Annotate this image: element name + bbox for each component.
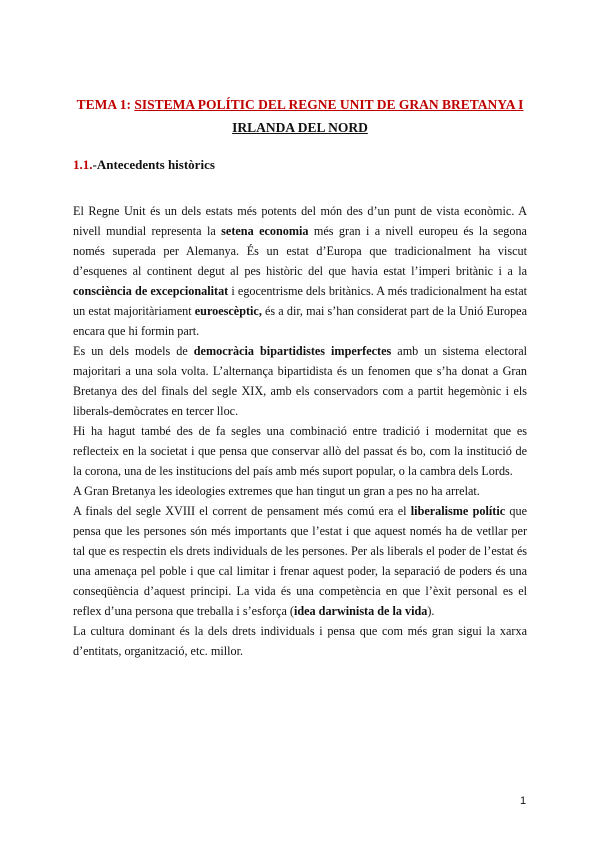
section-heading [73,157,215,173]
page-number: 1 [520,795,527,807]
text-run: que pensa que les persones són més importants que l’estat i que aquest només ha de vetllar per tal que es respectin els drets individuals de les persones. Per als liberals el poder de l’estat és una amenaça pel poble i que cal limitar i frenar aquest poder, la separació de poders és una conseqüència d’aquest principi. La vida és una competència en que l’èxit personal es el reflex d’una persona que treballa i s’esforça ( [73,504,527,618]
bold-term: democràcia bipartidistes imperfectes [193,344,392,358]
title-number: TEMA 1: [76,97,135,112]
section-label: -Antecedents històrics [92,157,215,172]
paragraph-5 [73,501,527,621]
text-run: Es un dels models de [73,344,194,358]
section-number: 1.1. [73,157,93,172]
paragraph-2 [73,341,527,421]
paragraph-3: Hi ha hagut també des de fa segles una combinació entre tradició i modernitat que es reflecteix en la societat i que pensa que conservar allò del passat és bo, com la institució de la corona, una de les institucions del país amb més suport popular, o la cambra dels Lords. [73,424,527,478]
bold-term: euroescèptic, [194,304,262,318]
text-run: amb un sistema electoral majoritari a una sola volta. L’alternança bipartidista és un fenomen que s’ha donat a Gran Bretanya des del finals del segle XIX, amb els conservadors com a partit hegemònic i els liberals-demòcrates en tercer lloc. [73,344,528,418]
title-line-2: IRLANDA DEL NORD [232,120,368,135]
text-run: més gran i a nivell europeu és la segona només superada per Alemanya. És un estat d’Europa que tradicionalment ha viscut d’esquenes al continent degut al pes històric del que havia estat l’imperi britànic i a la [73,224,527,278]
title-line-1: SISTEMA POLÍTIC DEL REGNE UNIT DE GRAN BRETANYA I [134,97,524,112]
document-body [73,201,527,661]
text-run: és a dir, mai s’han considerat part de la Unió Europea encara que hi formin part. [73,304,528,338]
paragraph-6: La cultura dominant és la dels drets individuals i pensa que com més gran sigui la xarxa d’entitats, organització, etc. millor. [73,624,527,658]
bold-term: setena economia [221,224,309,238]
paragraph-1 [73,201,527,341]
text-run: ). [427,604,435,618]
paragraph-4: A Gran Bretanya les ideologies extremes que han tingut un gran a pes no ha arrelat. [73,484,480,498]
text-run: A finals del segle XVIII el corrent de pensament més comú era el [73,504,411,518]
bold-term: liberalisme polític [410,504,506,518]
text-run: El Regne Unit és un dels estats més potents del món des d’un punt de vista econòmic. A nivell mundial representa la [73,204,527,238]
bold-term: idea darwinista de la vida [293,604,428,618]
bold-term: consciència de excepcionalitat [73,284,229,298]
document-title [70,93,530,139]
text-run: i egocentrisme dels britànics. A més tradicionalment ha estat un estat majoritàriament [73,284,527,318]
